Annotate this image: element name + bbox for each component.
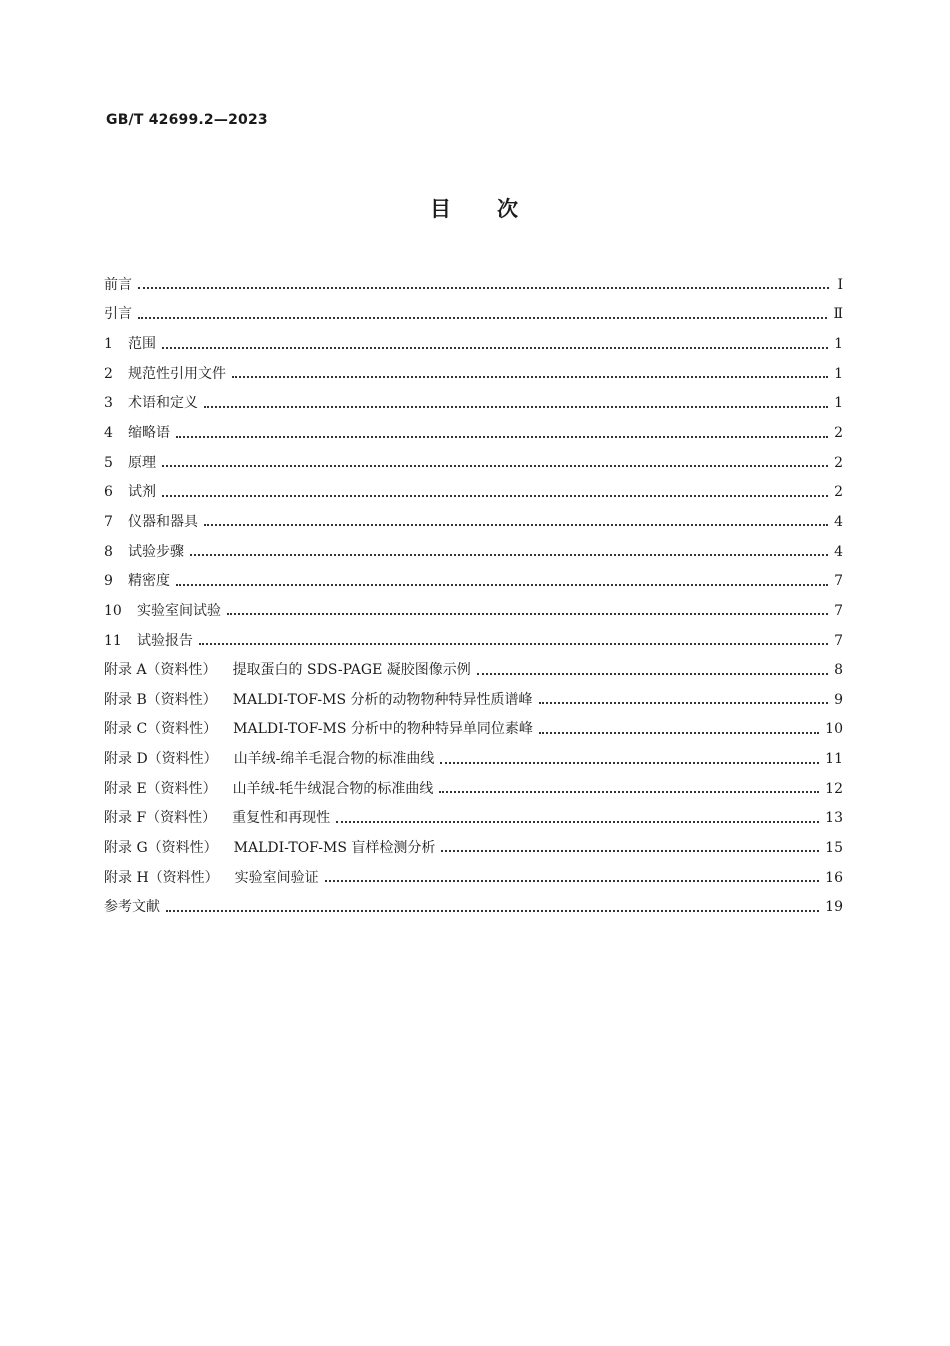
toc-entry-label: MALDI-TOF-MS 分析中的物种特异单同位素峰 bbox=[233, 721, 533, 738]
toc-entry[interactable] bbox=[104, 596, 843, 626]
toc-leader-dots bbox=[539, 701, 829, 704]
toc-leader-dots bbox=[227, 612, 828, 615]
toc-leader-dots bbox=[325, 879, 820, 882]
toc-entry-label: 精密度 bbox=[128, 573, 170, 590]
toc-entry-number: 附录 G（资料性） bbox=[104, 839, 218, 856]
toc-entry[interactable] bbox=[104, 389, 843, 419]
toc-entry-page: 7 bbox=[834, 602, 843, 619]
toc-entry-page: Ⅱ bbox=[833, 306, 843, 323]
toc-entry-number: 8 bbox=[104, 543, 113, 560]
toc-entry-number: 2 bbox=[104, 365, 113, 382]
toc-entry-label: 术语和定义 bbox=[128, 395, 198, 412]
toc-entry-label: 提取蛋白的 SDS-PAGE 凝胶图像示例 bbox=[232, 662, 471, 679]
toc-entry-label: 试验步骤 bbox=[128, 543, 184, 560]
toc-entry-label: MALDI-TOF-MS 盲样检测分析 bbox=[233, 839, 436, 856]
toc-entry[interactable] bbox=[104, 715, 843, 745]
toc-entry-page: 1 bbox=[834, 395, 843, 412]
toc-entry-number: 11 bbox=[104, 632, 122, 649]
toc-entry[interactable] bbox=[104, 655, 843, 685]
toc-entry-page: 12 bbox=[825, 780, 843, 797]
toc-entry[interactable] bbox=[104, 418, 843, 448]
toc-entry-page: 2 bbox=[834, 454, 843, 471]
toc-leader-dots bbox=[539, 731, 819, 734]
toc-leader-dots bbox=[439, 790, 819, 793]
toc-title-left: 目 bbox=[430, 197, 453, 221]
toc-entry-number: 附录 F（资料性） bbox=[104, 810, 217, 827]
toc-leader-dots bbox=[199, 642, 828, 645]
toc-entry-label: MALDI-TOF-MS 分析的动物物种特异性质谱峰 bbox=[232, 691, 533, 708]
toc-leader-dots bbox=[190, 553, 828, 556]
toc-entry[interactable] bbox=[104, 329, 843, 359]
toc-entry-label: 原理 bbox=[128, 454, 156, 471]
toc-entry-page: Ⅰ bbox=[837, 276, 843, 293]
toc-entry-label: 实验室间试验 bbox=[137, 602, 221, 619]
toc-title-right: 次 bbox=[497, 197, 520, 221]
toc-entry[interactable] bbox=[104, 804, 843, 834]
toc-entry-number: 附录 C（资料性） bbox=[104, 721, 218, 738]
toc-leader-dots bbox=[138, 286, 829, 289]
toc-entry-page: 8 bbox=[834, 662, 843, 679]
toc-entry[interactable] bbox=[104, 477, 843, 507]
toc-entry-label: 实验室间验证 bbox=[234, 869, 319, 886]
toc-entry-number: 5 bbox=[104, 454, 113, 471]
toc-entry-page: 7 bbox=[834, 632, 843, 649]
toc-leader-dots bbox=[204, 405, 828, 408]
toc-leader-dots bbox=[176, 583, 828, 586]
toc-entry[interactable] bbox=[104, 300, 843, 330]
toc-entry-number: 附录 H（资料性） bbox=[104, 869, 219, 886]
toc-entry-label: 范围 bbox=[128, 336, 156, 353]
toc-entry[interactable] bbox=[104, 833, 843, 863]
toc-entry-page: 19 bbox=[825, 899, 843, 916]
toc-entry-number: 附录 A（资料性） bbox=[104, 662, 217, 679]
toc-entry-page: 2 bbox=[834, 425, 843, 442]
toc-entry-number: 3 bbox=[104, 395, 113, 412]
toc-leader-dots bbox=[204, 523, 828, 526]
toc-entry-page: 16 bbox=[825, 869, 843, 886]
table-of-contents bbox=[104, 270, 843, 922]
toc-leader-dots bbox=[232, 375, 828, 378]
toc-title bbox=[0, 193, 950, 223]
toc-entry-page: 1 bbox=[834, 365, 843, 382]
toc-leader-dots bbox=[166, 909, 819, 912]
toc-entry-label: 试剂 bbox=[128, 484, 156, 501]
toc-entry-number: 1 bbox=[104, 336, 113, 353]
toc-entry[interactable] bbox=[104, 507, 843, 537]
toc-entry[interactable] bbox=[104, 774, 843, 804]
toc-entry-number: 附录 D（资料性） bbox=[104, 751, 218, 768]
toc-entry-label: 前言 bbox=[104, 276, 132, 293]
toc-leader-dots bbox=[440, 761, 819, 764]
toc-entry-label: 山羊绒-绵羊毛混合物的标准曲线 bbox=[233, 751, 435, 768]
toc-entry[interactable] bbox=[104, 863, 843, 893]
toc-entry-label: 重复性和再现性 bbox=[232, 810, 331, 827]
toc-entry[interactable] bbox=[104, 744, 843, 774]
toc-entry-number: 4 bbox=[104, 425, 113, 442]
toc-entry-page: 7 bbox=[834, 573, 843, 590]
toc-entry[interactable] bbox=[104, 566, 843, 596]
toc-entry-label: 试验报告 bbox=[137, 632, 193, 649]
toc-entry-number: 7 bbox=[104, 513, 113, 530]
toc-entry-label: 缩略语 bbox=[128, 425, 170, 442]
toc-entry-page: 4 bbox=[834, 543, 843, 560]
toc-entry-label: 规范性引用文件 bbox=[128, 365, 226, 382]
toc-entry[interactable] bbox=[104, 685, 843, 715]
toc-entry-number: 6 bbox=[104, 484, 113, 501]
toc-leader-dots bbox=[162, 346, 828, 349]
toc-entry[interactable] bbox=[104, 537, 843, 567]
toc-entry-page: 2 bbox=[834, 484, 843, 501]
toc-entry[interactable] bbox=[104, 270, 843, 300]
toc-entry-label: 山羊绒-牦牛绒混合物的标准曲线 bbox=[232, 780, 434, 797]
toc-entry-page: 4 bbox=[834, 513, 843, 530]
toc-entry-label: 引言 bbox=[104, 306, 132, 323]
standard-code: GB/T 42699.2—2023 bbox=[106, 112, 268, 128]
toc-leader-dots bbox=[138, 316, 827, 319]
toc-entry-number: 附录 E（资料性） bbox=[104, 780, 217, 797]
toc-leader-dots bbox=[162, 464, 828, 467]
toc-entry-number: 10 bbox=[104, 602, 122, 619]
toc-leader-dots bbox=[336, 820, 819, 823]
toc-leader-dots bbox=[176, 435, 828, 438]
toc-entry-page: 9 bbox=[834, 691, 843, 708]
toc-entry-number: 9 bbox=[104, 573, 113, 590]
toc-entry-page: 1 bbox=[834, 336, 843, 353]
toc-entry[interactable] bbox=[104, 892, 843, 922]
toc-entry-page: 11 bbox=[825, 751, 843, 768]
toc-entry-label: 仪器和器具 bbox=[128, 513, 198, 530]
toc-entry-number: 附录 B（资料性） bbox=[104, 691, 217, 708]
toc-leader-dots bbox=[441, 849, 819, 852]
toc-entry-page: 15 bbox=[825, 839, 843, 856]
toc-entry-page: 10 bbox=[825, 721, 843, 738]
toc-entry[interactable] bbox=[104, 448, 843, 478]
toc-entry[interactable] bbox=[104, 626, 843, 656]
toc-leader-dots bbox=[477, 672, 828, 675]
toc-entry[interactable] bbox=[104, 359, 843, 389]
toc-leader-dots bbox=[162, 494, 828, 497]
toc-entry-label: 参考文献 bbox=[104, 899, 160, 916]
toc-entry-page: 13 bbox=[825, 810, 843, 827]
